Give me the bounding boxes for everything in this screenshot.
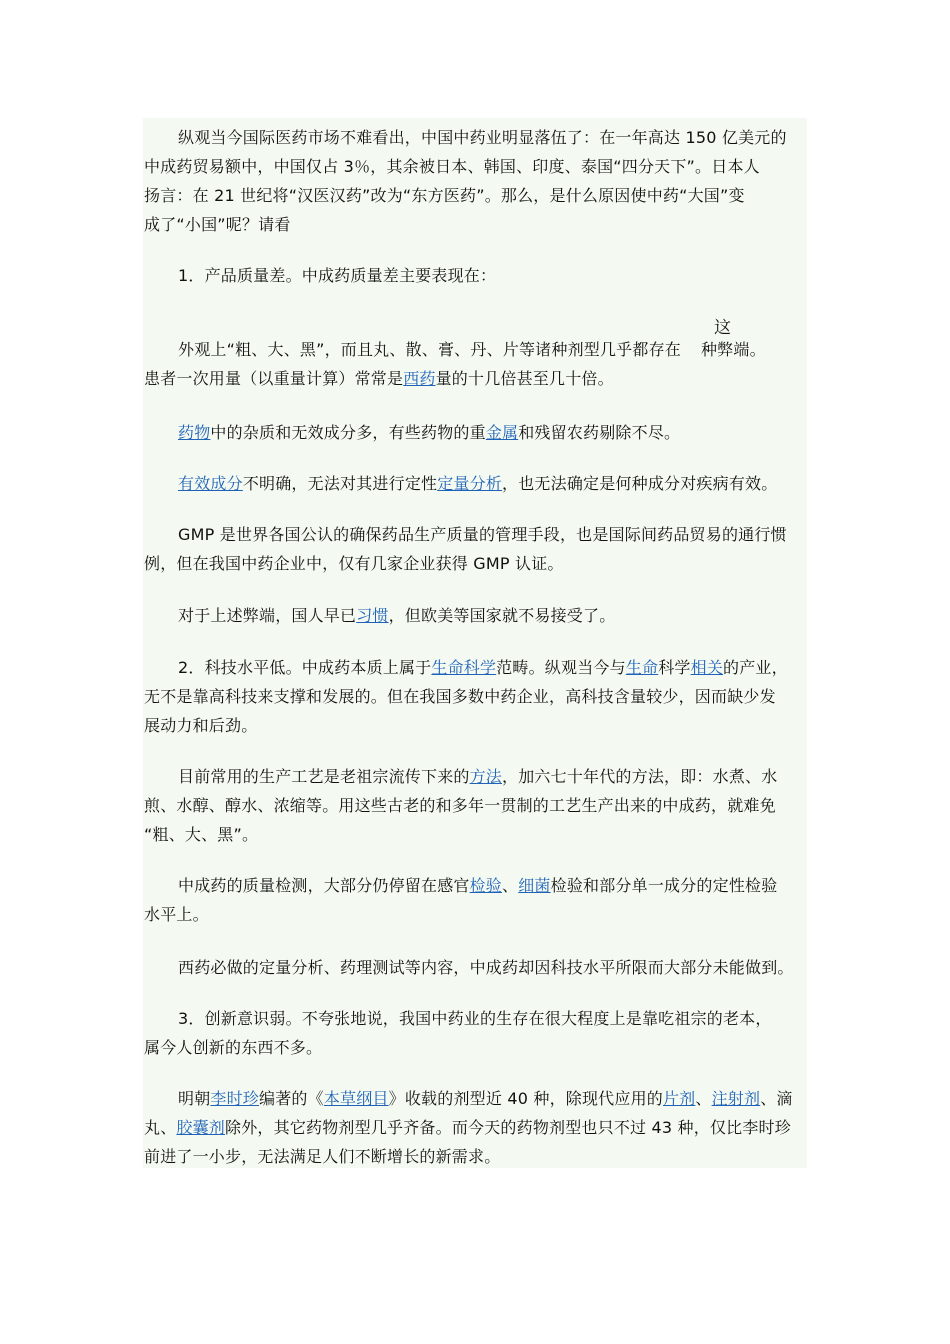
section-2-heading-paragraph: 2．科技水平低。中成药本质上属于生命科学范畴。纵观当今与生命科学相关的产业， 无不是靠高科技来支撑和发展的。但在我国多数中药企业，高科技含量较少，因而缺少发 展动力和后劲。 — [144, 658, 788, 735]
link-yaowu[interactable]: 药物 — [178, 423, 211, 442]
link-jinshu[interactable]: 金属 — [485, 423, 519, 442]
section-1-paragraph-gmp: GMP 是世界各国公认的确保药品生产质量的管理手段，也是国际间药品贸易的通行惯 例，但在我国中药企业中，仅有几家企业获得 GMP 认证。 — [144, 525, 787, 573]
section-1-paragraph-ingredients: 有效成分不明确，无法对其进行定性定量分析，也无法确定是何种成分对疾病有效。 — [178, 474, 778, 493]
intro-paragraph — [144, 123, 808, 239]
link-jianyan[interactable]: 检验 — [469, 876, 503, 895]
section-1-heading: 1．产品质量差。中成药质量差主要表现在： — [178, 266, 497, 285]
link-dingliang-fenxi[interactable]: 定量分析 — [437, 474, 503, 493]
link-xiangguan[interactable]: 相关 — [690, 658, 724, 677]
link-shengming-kexue[interactable]: 生命科学 — [431, 658, 497, 677]
intro-line: 成了“小国”呢？请看 — [144, 215, 291, 234]
section-1-paragraph-appearance: 外观上“粗、大、黑”，而且丸、散、膏、丹、片等诸种剂型几乎都存在 种弊端。 患者一次用量（以重量计算）常常是西药量的十几倍甚至几十倍。 — [144, 340, 766, 388]
section-2-paragraph-western: 西药必做的定量分析、药理测试等内容，中成药却因科技水平所限而大部分未能做到。 — [178, 958, 794, 977]
section-2-paragraph-testing: 中成药的质量检测，大部分仍停留在感官检验、细菌检验和部分单一成分的定性检验 水平上。 — [144, 876, 778, 924]
intro-line: 纵观当今国际医药市场不难看出，中国中药业明显落伍了：在一年高达 150 亿美元的 — [178, 128, 787, 147]
floating-character: 这 — [714, 318, 731, 338]
link-youxiao-chengfen[interactable]: 有效成分 — [178, 474, 243, 493]
section-3-heading-paragraph: 3．创新意识弱。不夸张地说，我国中药业的生存在很大程度上是靠吃祖宗的老本， 属今人创新的东西不多。 — [144, 1009, 772, 1057]
link-fangfa[interactable]: 方法 — [469, 767, 503, 786]
link-xiguan[interactable]: 习惯 — [356, 606, 389, 625]
link-jiaonangji[interactable]: 胶囊剂 — [176, 1118, 226, 1137]
link-li-shizhen[interactable]: 李时珍 — [210, 1089, 260, 1108]
link-xiyao[interactable]: 西药 — [403, 369, 436, 388]
section-2-paragraph-process: 目前常用的生产工艺是老祖宗流传下来的方法，加六七十年代的方法，即：水煮、水 煎、水醇、醇水、浓缩等。用这些古老的和多年一贯制的工艺生产出来的中成药，就难免 “粗、大、黑”。 — [144, 767, 778, 844]
link-pianji[interactable]: 片剂 — [662, 1089, 696, 1108]
link-xijun[interactable]: 细菌 — [518, 876, 551, 895]
section-1-paragraph-impurities: 药物中的杂质和无效成分多，有些药物的重金属和残留农药剔除不尽。 — [178, 423, 681, 442]
link-bencao-gangmu[interactable]: 本草纲目 — [323, 1089, 389, 1108]
link-zhusheji[interactable]: 注射剂 — [711, 1089, 761, 1108]
section-3-paragraph-formulations: 明朝李时珍编著的《本草纲目》收载的剂型近 40 种，除现代应用的片剂、注射剂、滴 丸、胶囊剂除外，其它药物剂型几乎齐备。而今天的药物剂型也只不过 43 种，仅比李时珍 前进了一小步，无法满足人们不断增长的新需求。 — [144, 1089, 793, 1166]
intro-line: 扬言：在 21 世纪将“汉医汉药”改为“东方医药”。那么，是什么原因使中药“大国”变 — [144, 186, 745, 205]
intro-line: 中成药贸易额中，中国仅占 3％，其余被日本、韩国、印度、泰国“四分天下”。日本人 — [144, 157, 760, 176]
section-1-paragraph-habits: 对于上述弊端，国人早已习惯，但欧美等国家就不易接受了。 — [178, 606, 616, 625]
link-shengming[interactable]: 生命 — [625, 658, 659, 677]
